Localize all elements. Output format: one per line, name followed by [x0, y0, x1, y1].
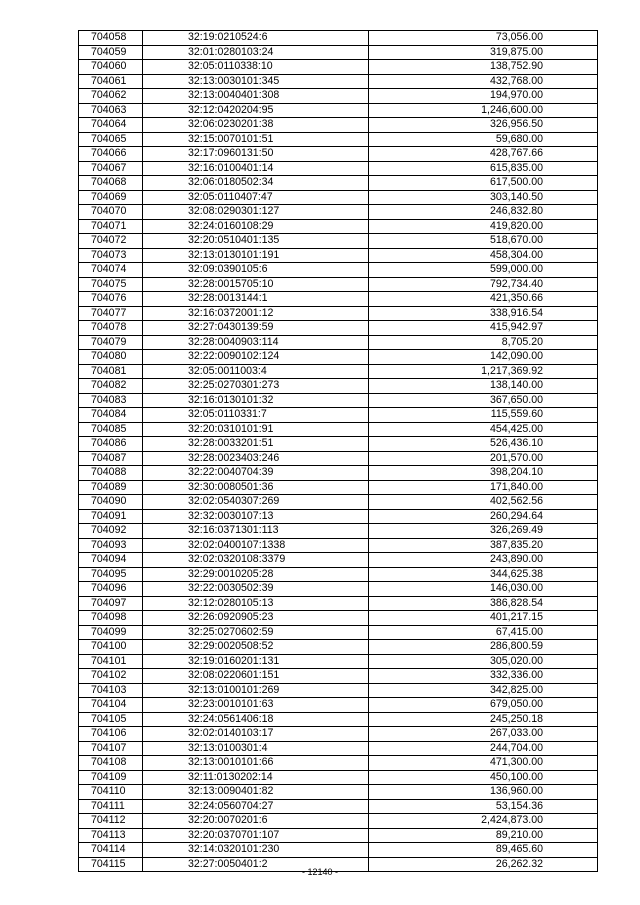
table-row [79, 799, 598, 814]
cadastral-value-cell: 386,828.54 [369, 596, 598, 611]
cadastral-number-cell: 32:13:0030101:345 [143, 74, 369, 89]
cadastral-number-cell: 32:24:0561406:18 [143, 712, 369, 727]
cadastral-value-cell: 115,559.60 [369, 408, 598, 423]
table-row [79, 611, 598, 626]
table-row [79, 466, 598, 481]
row-id-cell: 704095 [79, 567, 143, 582]
cadastral-value-cell: 387,835.20 [369, 538, 598, 553]
cadastral-number-cell: 32:13:0010101:66 [143, 756, 369, 771]
cadastral-number-cell: 32:13:0040401:308 [143, 89, 369, 104]
cadastral-value-cell: 1,246,600.00 [369, 103, 598, 118]
row-id-cell: 704103 [79, 683, 143, 698]
cadastral-value-cell: 617,500.00 [369, 176, 598, 191]
cadastral-value-cell: 398,204.10 [369, 466, 598, 481]
cadastral-number-cell: 32:12:0280105:13 [143, 596, 369, 611]
table-row [79, 422, 598, 437]
cadastral-value-cell: 615,835.00 [369, 161, 598, 176]
cadastral-number-cell: 32:25:0270301:273 [143, 379, 369, 394]
cadastral-number-cell: 32:09:0390105:6 [143, 263, 369, 278]
row-id-cell: 704114 [79, 843, 143, 858]
table-row [79, 567, 598, 582]
row-id-cell: 704094 [79, 553, 143, 568]
table-row [79, 31, 598, 46]
table-row [79, 103, 598, 118]
cadastral-number-cell: 32:06:0180502:34 [143, 176, 369, 191]
row-id-cell: 704091 [79, 509, 143, 524]
table-row [79, 364, 598, 379]
cadastral-number-cell: 32:05:0110338:10 [143, 60, 369, 75]
row-id-cell: 704092 [79, 524, 143, 539]
cadastral-number-cell: 32:24:0160108:29 [143, 219, 369, 234]
table-row [79, 292, 598, 307]
cadastral-value-cell: 326,956.50 [369, 118, 598, 133]
cadastral-number-cell: 32:02:0540307:269 [143, 495, 369, 510]
cadastral-value-cell: 73,056.00 [369, 31, 598, 46]
cadastral-number-cell: 32:25:0270602:59 [143, 625, 369, 640]
row-id-cell: 704109 [79, 770, 143, 785]
cadastral-value-cell: 679,050.00 [369, 698, 598, 713]
table-row [79, 248, 598, 263]
row-id-cell: 704110 [79, 785, 143, 800]
table-row [79, 321, 598, 336]
cadastral-number-cell: 32:20:0370701:107 [143, 828, 369, 843]
table-row [79, 843, 598, 858]
cadastral-number-cell: 32:13:0090401:82 [143, 785, 369, 800]
cadastral-number-cell: 32:22:0040704:39 [143, 466, 369, 481]
row-id-cell: 704088 [79, 466, 143, 481]
cadastral-number-cell: 32:23:0010101:63 [143, 698, 369, 713]
cadastral-value-cell: 89,465.60 [369, 843, 598, 858]
cadastral-number-cell: 32:06:0230201:38 [143, 118, 369, 133]
table-row [79, 509, 598, 524]
table-row [79, 669, 598, 684]
row-id-cell: 704074 [79, 263, 143, 278]
table-row [79, 495, 598, 510]
row-id-cell: 704099 [79, 625, 143, 640]
cadastral-number-cell: 32:08:0290301:127 [143, 205, 369, 220]
table-row [79, 451, 598, 466]
table-row [79, 741, 598, 756]
cadastral-number-cell: 32:20:0310101:91 [143, 422, 369, 437]
cadastral-value-cell: 419,820.00 [369, 219, 598, 234]
cadastral-number-cell: 32:13:0100101:269 [143, 683, 369, 698]
cadastral-value-cell: 526,436.10 [369, 437, 598, 452]
cadastral-value-cell: 8,705.20 [369, 335, 598, 350]
table-row [79, 350, 598, 365]
cadastral-value-cell: 1,217,369.92 [369, 364, 598, 379]
cadastral-value-cell: 260,294.64 [369, 509, 598, 524]
table-row [79, 553, 598, 568]
cadastral-value-cell: 59,680.00 [369, 132, 598, 147]
row-id-cell: 704113 [79, 828, 143, 843]
cadastral-number-cell: 32:12:0420204:95 [143, 103, 369, 118]
table-row [79, 263, 598, 278]
cadastral-number-cell: 32:05:0110331:7 [143, 408, 369, 423]
cadastral-value-cell: 171,840.00 [369, 480, 598, 495]
table-row [79, 393, 598, 408]
table-row [79, 335, 598, 350]
cadastral-number-cell: 32:28:0013144:1 [143, 292, 369, 307]
cadastral-value-cell: 338,916.54 [369, 306, 598, 321]
table-row [79, 683, 598, 698]
row-id-cell: 704075 [79, 277, 143, 292]
cadastral-number-cell: 32:29:0010205:28 [143, 567, 369, 582]
cadastral-value-cell: 142,090.00 [369, 350, 598, 365]
cadastral-value-cell: 53,154.36 [369, 799, 598, 814]
row-id-cell: 704071 [79, 219, 143, 234]
cadastral-number-cell: 32:27:0050401:2 [143, 857, 369, 872]
cadastral-number-cell: 32:01:0280103:24 [143, 45, 369, 60]
table-row [79, 582, 598, 597]
table-row [79, 538, 598, 553]
cadastral-value-cell: 245,250.18 [369, 712, 598, 727]
table-row [79, 190, 598, 205]
cadastral-value-cell: 458,304.00 [369, 248, 598, 263]
cadastral-value-cell: 267,033.00 [369, 727, 598, 742]
row-id-cell: 704104 [79, 698, 143, 713]
cadastral-value-cell: 67,415.00 [369, 625, 598, 640]
cadastral-value-cell: 428,767.66 [369, 147, 598, 162]
row-id-cell: 704112 [79, 814, 143, 829]
table-row [79, 234, 598, 249]
cadastral-value-cell: 326,269.49 [369, 524, 598, 539]
row-id-cell: 704107 [79, 741, 143, 756]
row-id-cell: 704105 [79, 712, 143, 727]
cadastral-number-cell: 32:17:0960131:50 [143, 147, 369, 162]
cadastral-number-cell: 32:02:0140103:17 [143, 727, 369, 742]
row-id-cell: 704059 [79, 45, 143, 60]
table-row [79, 379, 598, 394]
cadastral-number-cell: 32:22:0030502:39 [143, 582, 369, 597]
cadastral-number-cell: 32:29:0020508:52 [143, 640, 369, 655]
cadastral-value-cell: 194,970.00 [369, 89, 598, 104]
cadastral-number-cell: 32:02:0320108:3379 [143, 553, 369, 568]
cadastral-value-cell: 332,336.00 [369, 669, 598, 684]
table-row [79, 161, 598, 176]
row-id-cell: 704084 [79, 408, 143, 423]
table-row [79, 785, 598, 800]
row-id-cell: 704102 [79, 669, 143, 684]
row-id-cell: 704064 [79, 118, 143, 133]
table-row [79, 756, 598, 771]
cadastral-value-cell: 471,300.00 [369, 756, 598, 771]
cadastral-value-cell: 2,424,873.00 [369, 814, 598, 829]
cadastral-number-cell: 32:13:0130101:191 [143, 248, 369, 263]
row-id-cell: 704115 [79, 857, 143, 872]
cadastral-value-cell: 402,562.56 [369, 495, 598, 510]
table-body [79, 31, 598, 872]
cadastral-value-cell: 138,140.00 [369, 379, 598, 394]
table-row [79, 205, 598, 220]
row-id-cell: 704089 [79, 480, 143, 495]
row-id-cell: 704077 [79, 306, 143, 321]
table-row [79, 408, 598, 423]
cadastral-value-cell: 243,890.00 [369, 553, 598, 568]
table-row [79, 74, 598, 89]
cadastral-value-cell: 432,768.00 [369, 74, 598, 89]
cadastral-value-cell: 136,960.00 [369, 785, 598, 800]
cadastral-number-cell: 32:28:0040903:114 [143, 335, 369, 350]
cadastral-value-cell: 518,670.00 [369, 234, 598, 249]
cadastral-value-table [78, 30, 598, 872]
table-row [79, 219, 598, 234]
row-id-cell: 704079 [79, 335, 143, 350]
row-id-cell: 704106 [79, 727, 143, 742]
cadastral-number-cell: 32:14:0320101:230 [143, 843, 369, 858]
row-id-cell: 704073 [79, 248, 143, 263]
cadastral-value-cell: 303,140.50 [369, 190, 598, 205]
cadastral-number-cell: 32:20:0070201:6 [143, 814, 369, 829]
cadastral-value-cell: 454,425.00 [369, 422, 598, 437]
cadastral-number-cell: 32:20:0510401:135 [143, 234, 369, 249]
cadastral-value-cell: 89,210.00 [369, 828, 598, 843]
cadastral-value-cell: 26,262.32 [369, 857, 598, 872]
table-row [79, 480, 598, 495]
row-id-cell: 704098 [79, 611, 143, 626]
row-id-cell: 704068 [79, 176, 143, 191]
cadastral-value-cell: 792,734.40 [369, 277, 598, 292]
row-id-cell: 704090 [79, 495, 143, 510]
page-number: - 12140 - [301, 867, 339, 877]
cadastral-value-cell: 401,217.15 [369, 611, 598, 626]
row-id-cell: 704093 [79, 538, 143, 553]
table-row [79, 45, 598, 60]
row-id-cell: 704063 [79, 103, 143, 118]
cadastral-number-cell: 32:30:0080501:36 [143, 480, 369, 495]
cadastral-number-cell: 32:16:0100401:14 [143, 161, 369, 176]
table-row [79, 596, 598, 611]
cadastral-number-cell: 32:16:0372001:12 [143, 306, 369, 321]
cadastral-value-cell: 342,825.00 [369, 683, 598, 698]
table-row [79, 306, 598, 321]
cadastral-value-cell: 319,875.00 [369, 45, 598, 60]
row-id-cell: 704062 [79, 89, 143, 104]
cadastral-value-cell: 146,030.00 [369, 582, 598, 597]
cadastral-value-cell: 138,752.90 [369, 60, 598, 75]
cadastral-value-cell: 415,942.97 [369, 321, 598, 336]
cadastral-number-cell: 32:08:0220601:151 [143, 669, 369, 684]
table-row [79, 727, 598, 742]
cadastral-value-cell: 244,704.00 [369, 741, 598, 756]
data-table-container [78, 30, 598, 872]
table-row [79, 437, 598, 452]
cadastral-value-cell: 201,570.00 [369, 451, 598, 466]
table-row [79, 176, 598, 191]
row-id-cell: 704087 [79, 451, 143, 466]
cadastral-number-cell: 32:05:0110407:47 [143, 190, 369, 205]
cadastral-value-cell: 344,625.38 [369, 567, 598, 582]
table-row [79, 640, 598, 655]
row-id-cell: 704083 [79, 393, 143, 408]
cadastral-number-cell: 32:26:0920905:23 [143, 611, 369, 626]
cadastral-value-cell: 421,350.66 [369, 292, 598, 307]
cadastral-value-cell: 305,020.00 [369, 654, 598, 669]
row-id-cell: 704097 [79, 596, 143, 611]
table-row [79, 814, 598, 829]
row-id-cell: 704067 [79, 161, 143, 176]
row-id-cell: 704082 [79, 379, 143, 394]
cadastral-value-cell: 367,650.00 [369, 393, 598, 408]
row-id-cell: 704108 [79, 756, 143, 771]
cadastral-number-cell: 32:28:0015705:10 [143, 277, 369, 292]
row-id-cell: 704058 [79, 31, 143, 46]
cadastral-number-cell: 32:13:0100301:4 [143, 741, 369, 756]
cadastral-value-cell: 450,100.00 [369, 770, 598, 785]
row-id-cell: 704065 [79, 132, 143, 147]
table-row [79, 770, 598, 785]
table-row [79, 524, 598, 539]
cadastral-number-cell: 32:19:0160201:131 [143, 654, 369, 669]
cadastral-number-cell: 32:24:0560704:27 [143, 799, 369, 814]
cadastral-value-cell: 599,000.00 [369, 263, 598, 278]
cadastral-number-cell: 32:28:0033201:51 [143, 437, 369, 452]
cadastral-number-cell: 32:32:0030107:13 [143, 509, 369, 524]
row-id-cell: 704081 [79, 364, 143, 379]
row-id-cell: 704066 [79, 147, 143, 162]
cadastral-value-cell: 246,832.80 [369, 205, 598, 220]
table-row [79, 60, 598, 75]
cadastral-number-cell: 32:05:0011003:4 [143, 364, 369, 379]
cadastral-number-cell: 32:28:0023403:246 [143, 451, 369, 466]
row-id-cell: 704101 [79, 654, 143, 669]
row-id-cell: 704076 [79, 292, 143, 307]
cadastral-number-cell: 32:22:0090102:124 [143, 350, 369, 365]
table-row [79, 625, 598, 640]
cadastral-value-cell: 286,800.59 [369, 640, 598, 655]
row-id-cell: 704096 [79, 582, 143, 597]
table-row [79, 698, 598, 713]
cadastral-number-cell: 32:15:0070101:51 [143, 132, 369, 147]
table-row [79, 712, 598, 727]
table-row [79, 654, 598, 669]
row-id-cell: 704111 [79, 799, 143, 814]
row-id-cell: 704060 [79, 60, 143, 75]
cadastral-number-cell: 32:02:0400107:1338 [143, 538, 369, 553]
row-id-cell: 704070 [79, 205, 143, 220]
cadastral-number-cell: 32:16:0371301:113 [143, 524, 369, 539]
cadastral-number-cell: 32:27:0430139:59 [143, 321, 369, 336]
table-row [79, 828, 598, 843]
table-row [79, 132, 598, 147]
table-row [79, 277, 598, 292]
row-id-cell: 704085 [79, 422, 143, 437]
row-id-cell: 704061 [79, 74, 143, 89]
row-id-cell: 704086 [79, 437, 143, 452]
table-row [79, 89, 598, 104]
cadastral-number-cell: 32:19:0210524:6 [143, 31, 369, 46]
cadastral-number-cell: 32:16:0130101:32 [143, 393, 369, 408]
cadastral-number-cell: 32:11:0130202:14 [143, 770, 369, 785]
row-id-cell: 704100 [79, 640, 143, 655]
table-row [79, 147, 598, 162]
row-id-cell: 704072 [79, 234, 143, 249]
row-id-cell: 704078 [79, 321, 143, 336]
table-row [79, 118, 598, 133]
row-id-cell: 704069 [79, 190, 143, 205]
row-id-cell: 704080 [79, 350, 143, 365]
